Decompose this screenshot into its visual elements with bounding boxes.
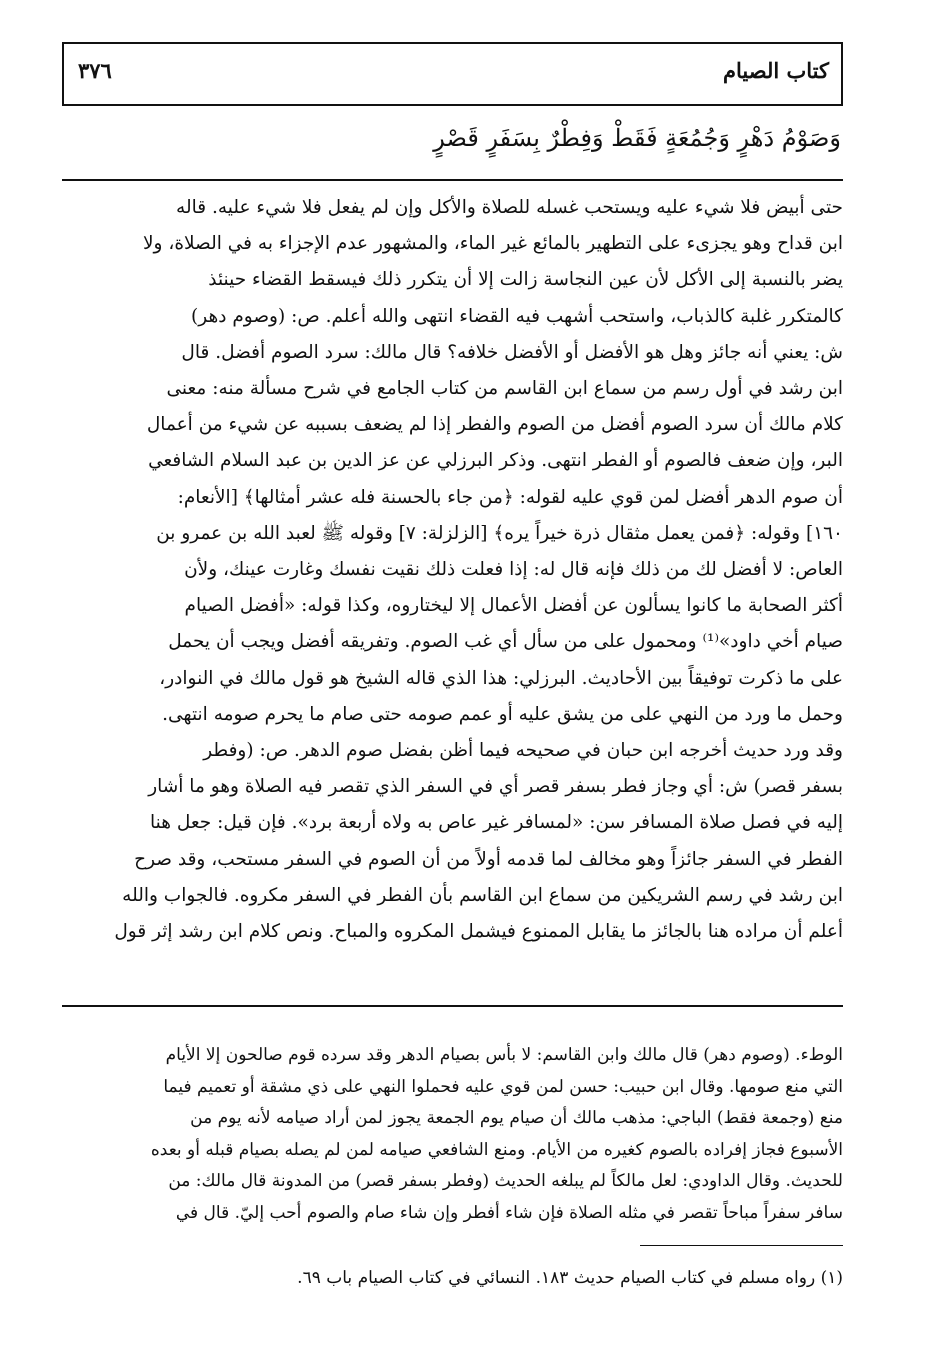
text-line: ابن رشد في رسم الشريكين من سماع ابن القاسم بأن الفطر في السفر مكروه. فالجواب والله [122, 884, 843, 906]
text-line: التي منع صومها. وقال ابن حبيب: حسن لمن قوي عليه فحملوا النهي على ذي مشقة أو تعميم فيما [163, 1076, 843, 1097]
text-line: الوطء. (وصوم دهر) قال مالك وابن القاسم: لا بأس بصيام الدهر وقد سرده قوم صالحون إلا الأيام [165, 1045, 843, 1065]
text-line: الفطر في السفر جائزاً وهو مخالف لما قدمه أولاً من أن الصوم في السفر مستحب، وقد صرح [134, 848, 843, 870]
text-line: كلام مالك أن سرد الصوم أفضل من الصوم والفطر إذا لم يضعف بسببه عن شيء من أعمال [146, 414, 843, 436]
lower-commentary [100, 1040, 843, 1229]
page-number: ٣٧٦ [78, 58, 112, 83]
text-line: كالمتكرر غلبة كالذباب، واستحب أشهب فيه القضاء انتهى والله أعلم. ص: (وصوم دهر) [191, 305, 843, 327]
running-header [62, 42, 843, 106]
chapter-title: كتاب الصيام [723, 58, 829, 83]
divider-middle [62, 1005, 843, 1007]
divider-top [62, 179, 843, 181]
text-line: ش: يعني أنه جائز وهل هو الأفضل أو الأفضل خلافه؟ قال مالك: سرد الصوم أفضل. قال [181, 341, 843, 363]
text-line: أعلم أن مراده هنا بالجائز ما يقابل الممنوع فيشمل المكروه والمباح. ونص كلام ابن رشد إثر قول [114, 921, 843, 943]
text-line: منع (وجمعة فقط) الباجي: مذهب مالك أن صيام يوم الجمعة يجوز لمن أراد صيامه لأنه يوم من [190, 1108, 843, 1128]
main-commentary [100, 190, 843, 950]
text-line: حتى أبيض فلا شيء عليه ويستحب غسله للصلاة والأكل وإن لم يفعل فلا شيء عليه. قاله [176, 197, 843, 218]
text-line: ابن رشد في أول رسم من سماع ابن القاسم من كتاب الجامع في شرح مسألة منه: معنى [166, 378, 843, 400]
text-line: البر، وإن ضعف فالصوم أو الفطر انتهى. وذكر البرزلي عن عز الدين بن عبد السلام الشافعي [148, 450, 843, 472]
text-line: على ما ذكرت توفيقاً بين الأحاديث. البرزلي: هذا الذي قاله الشيخ هو قول مالك في النوادر، [159, 667, 843, 689]
text-line: وحمل ما ورد من النهي على من يشق عليه أو عمم صومه حتى صام ما يحرم صومه انتهى. [162, 703, 843, 725]
text-line: العاص: لا أفضل لك من ذلك فإنه قال له: إذا فعلت ذلك نقيت نفسك وغارت عينك، ولأن [184, 559, 843, 581]
text-line: صيام أخي داود»⁽¹⁾ ومحمول على من سأل أي غب الصوم. وتفريقه أفضل ويجب أن يحمل [168, 631, 843, 653]
text-line: يضر بالنسبة إلى الأكل لأن عين النجاسة زالت إلا أن يتكرر ذلك فيسقط القضاء حينئذ [208, 269, 843, 291]
text-line: أكثر الصحابة ما كانوا يسألون عن أفضل الأعمال إلا ليختاروه، وكذا قوله: «أفضل الصيام [184, 595, 843, 617]
text-line: بسفر قصر) ش: أي وجاز فطر بسفر قصر أي في السفر الذي تقصر فيه الصلاة وهو ما أشار [148, 776, 843, 798]
matn-verse: وَصَوْمُ دَهْرٍ وَجُمُعَةٍ فَقَطْ وَفِطْرٌ بِسَفَرٍ قَصْرٍ [433, 124, 841, 152]
footnote: (١) رواه مسلم في كتاب الصيام حديث ١٨٣. النسائي في كتاب الصيام باب ٦٩. [297, 1268, 843, 1288]
text-line: وقد ورد حديث أخرجه ابن حبان في صحيحه فيما أظن بفضل صوم الدهر. ص: (وفطر [203, 740, 843, 762]
text-line: ١٦٠] وقوله: ﴿فمن يعمل مثقال ذرة خيراً يره﴾ [الزلزلة: ٧] وقوله ﷺ لعبد الله بن عمرو بن [156, 522, 843, 544]
text-line: الأسبوع فجاز إفراده بالصوم كغيره من الأيام. ومنع الشافعي صيامه لمن لم يصله بصيام قبله أو بعده [150, 1139, 843, 1160]
text-line: للحديث. وقال الداودي: لعل مالكاً لم يبلغه الحديث (وفطر بسفر قصر) من المدونة قال مالك: من [168, 1171, 843, 1191]
text-line: ابن قداح وهو يجزىء على التطهير بالمائع غير الماء، والمشهور عدم الإجزاء به في الصلاة، ولا [142, 233, 843, 255]
footnote-divider [640, 1245, 843, 1246]
text-line: أن صوم الدهر أفضل لمن قوي عليه لقوله: ﴿من جاء بالحسنة فله عشر أمثالها﴾ [الأنعام: [177, 486, 843, 508]
text-line: سافر سفراً مباحاً تقصر في مثله الصلاة فإن شاء أفطر وإن شاء صام والصوم أحب إليّ. قال في [175, 1202, 843, 1223]
text-line: إليه في فصل صلاة المسافر سن: «لمسافر غير عاص به ولاه أربعة برد». فإن قيل: جعل هنا [150, 812, 843, 834]
